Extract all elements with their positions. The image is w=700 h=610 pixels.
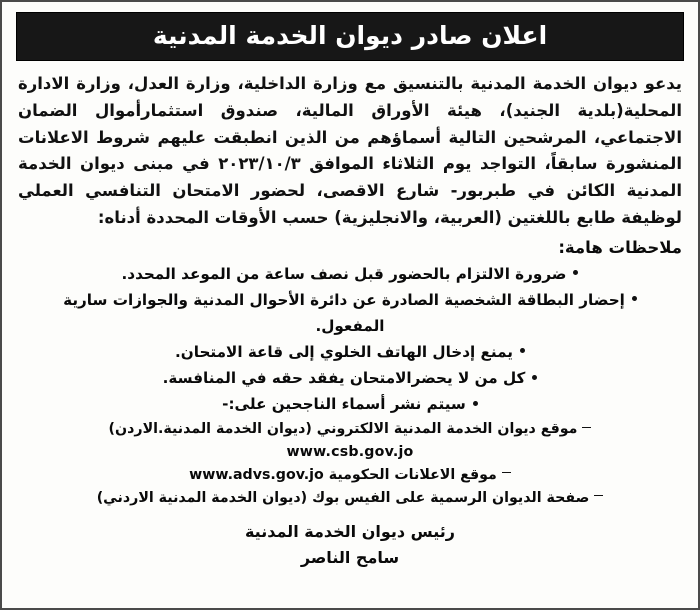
list-item: [16, 287, 684, 339]
list-item: [16, 261, 684, 287]
channel-url[interactable]: www.advs.gov.jo: [189, 466, 324, 483]
channel-label: موقع الاعلانات الحكومية: [328, 466, 497, 483]
bullet-icon: [473, 401, 478, 406]
signature-block: [16, 519, 684, 570]
signature-name: سامح الناصر: [300, 547, 400, 567]
announcement-body-paragraph: يدعو ديوان الخدمة المدنية بالتنسيق مع وزارة الداخلية، وزارة العدل، وزارة الادارة المحلية(بلدية الجنيد)، هيئة الأوراق المالية، صندوق استثمارأموال الضمان الاجتماعي، المرشحين التالية أسماؤهم من الذين انطبقت عليهم شروط الاعلانات المنشورة سابقاً، التواجد يوم الثلاثاء الموافق ٢٠٢٣/١٠/٣ في مبنى ديوان الخدمة المدنية الكائن في طبربور- شارع الاقصى، لحضور الامتحان التنافسي العملي لوظيفة طابع باللغتين (العربية، والانجليزية) حسب الأوقات المحددة أدناه:: [18, 74, 682, 227]
list-item: [16, 365, 684, 391]
notes-list: [16, 261, 684, 510]
dash-icon: [594, 495, 603, 496]
page-title: اعلان صادر ديوان الخدمة المدنية: [152, 21, 548, 50]
note-text: يمنع إدخال الهاتف الخلوي إلى قاعة الامتحان.: [175, 342, 513, 361]
note-text: سيتم نشر أسماء الناجحين على:-: [222, 395, 466, 414]
dash-icon: [502, 472, 511, 473]
list-item: [16, 339, 684, 365]
publication-channels-list: [30, 418, 670, 509]
signature-title: رئيس ديوان الخدمة المدنية: [244, 522, 456, 542]
channel-label: موقع ديوان الخدمة المدنية الالكتروني (ديوان الخدمة المدنية.الاردن): [108, 421, 578, 438]
list-item: [30, 487, 670, 510]
bullet-icon: [573, 270, 578, 275]
list-item: [30, 418, 670, 441]
bullet-icon: [532, 375, 537, 380]
announcement-header-banner: [16, 12, 684, 61]
note-text: ضرورة الالتزام بالحضور قبل نصف ساعة من الموعد المحدد.: [121, 264, 567, 283]
channel-url[interactable]: www.csb.gov.jo: [286, 444, 414, 461]
bullet-icon: [632, 296, 637, 301]
dash-icon: [582, 427, 591, 428]
notes-heading: ملاحظات هامة:: [558, 237, 682, 257]
note-text: إحضار البطاقة الشخصية الصادرة عن دائرة الأحوال المدنية والجوازات سارية المفعول.: [63, 290, 625, 335]
bullet-icon: [520, 348, 525, 353]
channel-label: صفحة الديوان الرسمية على الفيس بوك (ديوان الخدمة المدنية الاردني): [96, 489, 590, 506]
list-item: [16, 391, 684, 509]
note-text: كل من لا يحضرالامتحان يفقد حقه في المنافسة.: [162, 369, 526, 388]
list-item: [30, 464, 670, 487]
